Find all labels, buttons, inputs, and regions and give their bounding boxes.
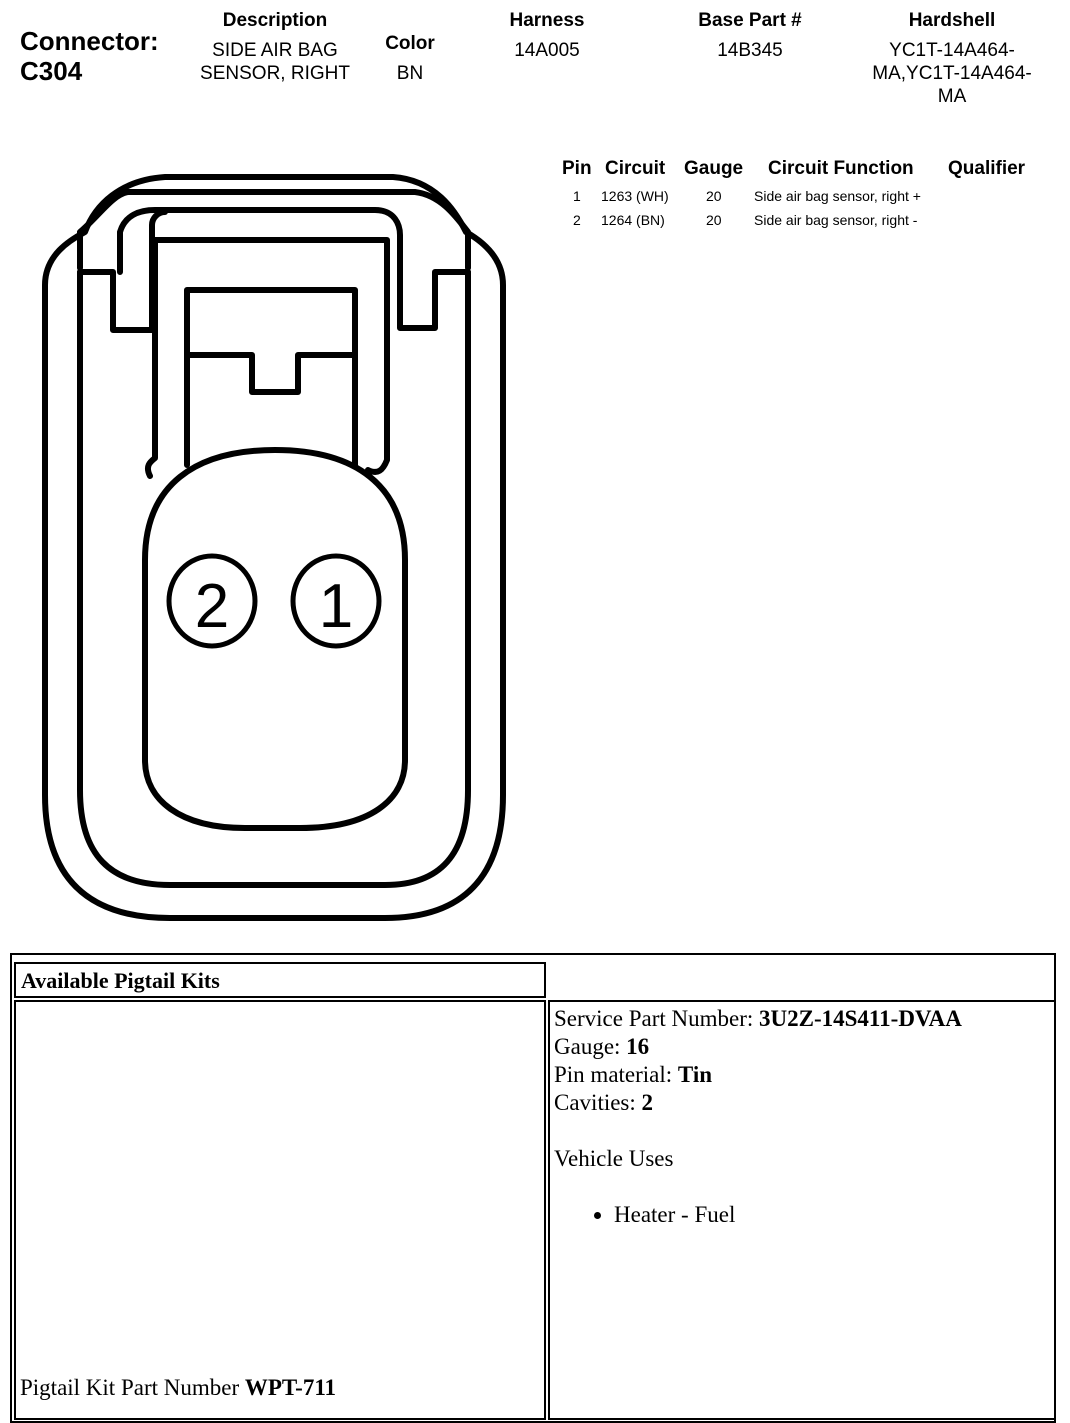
- service-part-line: [554, 1005, 1049, 1033]
- pigtail-details: [554, 1005, 1049, 1229]
- hardshell-line: MA,YC1T-14A464-: [872, 63, 1032, 84]
- harness-column: [477, 10, 617, 62]
- pin-header-function: Circuit Function: [768, 158, 914, 179]
- description-value: [175, 39, 375, 85]
- harness-value: 14A005: [514, 40, 580, 61]
- connector-id: C304: [20, 56, 83, 86]
- pin-header-circuit: Circuit: [605, 158, 666, 179]
- gauge-value: 16: [626, 1034, 650, 1059]
- base-part-value: 14B345: [717, 40, 783, 61]
- pin-header-qualifier: Qualifier: [948, 158, 1026, 179]
- hardshell-line: MA: [937, 86, 967, 107]
- color-title: Color: [385, 33, 435, 54]
- pigtail-kit-part-value: WPT-711: [244, 1375, 337, 1400]
- pin-material-label: Pin material:: [554, 1062, 678, 1087]
- pin-material-line: [554, 1061, 1049, 1089]
- pin-header-gauge: Gauge: [684, 158, 744, 179]
- base-part-column: [670, 10, 830, 62]
- description-line: SIDE AIR BAG: [212, 40, 338, 61]
- pigtail-kit-cell: [14, 1000, 546, 1420]
- description-title: Description: [222, 10, 328, 31]
- pin-2-label: 2: [194, 572, 230, 641]
- pigtail-details-cell: [548, 1000, 1056, 1420]
- hardshell-value: [852, 39, 1052, 108]
- pin-1-label: 1: [318, 572, 354, 641]
- pin-number: 1: [573, 188, 581, 204]
- hardshell-title: Hardshell: [908, 10, 996, 31]
- pigtail-title: Available Pigtail Kits: [21, 968, 220, 993]
- vehicle-uses-list: [554, 1201, 1049, 1229]
- housing-inner: [80, 272, 468, 885]
- service-part-label: Service Part Number:: [554, 1006, 760, 1031]
- pin-body: [145, 450, 405, 828]
- pigtail-kit-part-label: Pigtail Kit Part Number: [20, 1375, 245, 1400]
- pin-number: 2: [573, 212, 581, 228]
- service-part-value: 3U2Z-14S411-DVAA: [759, 1006, 962, 1031]
- pin-function: Side air bag sensor, right -: [754, 212, 918, 228]
- list-item: • Heater - Fuel: [614, 1201, 1049, 1229]
- pin-gauge: 20: [706, 188, 722, 204]
- color-value: BN: [396, 63, 424, 84]
- hardshell-column: [852, 10, 1052, 108]
- connector-diagram: [30, 165, 520, 935]
- pigtail-title-cell: [14, 962, 546, 998]
- base-part-title: Base Part #: [698, 10, 802, 31]
- vehicle-uses-title: Vehicle Uses: [554, 1146, 674, 1171]
- pin-circuit: 1263 (WH): [601, 188, 669, 204]
- cavities-label: Cavities:: [554, 1090, 642, 1115]
- pin-gauge: 20: [706, 212, 722, 228]
- pin-circuit: 1264 (BN): [601, 212, 665, 228]
- description-column: [175, 10, 375, 85]
- hardshell-line: YC1T-14A464-: [889, 40, 1015, 61]
- connector-label-text: Connector:: [20, 26, 159, 56]
- pigtail-kit-part: [20, 1374, 336, 1402]
- connector-label: [20, 26, 159, 86]
- cavities-value: 2: [641, 1090, 654, 1115]
- cavities-line: [554, 1089, 1049, 1117]
- latch-notch: [187, 355, 355, 392]
- latch-window: [187, 290, 355, 465]
- color-column: [360, 33, 460, 85]
- pin-header-pin: Pin: [562, 158, 592, 179]
- gauge-line: [554, 1033, 1049, 1061]
- pin-material-value: Tin: [677, 1062, 713, 1087]
- housing-shoulder: [80, 192, 468, 268]
- latch-outer: [120, 210, 468, 328]
- harness-title: Harness: [509, 10, 585, 31]
- gauge-label: Gauge:: [554, 1034, 627, 1059]
- description-line: SENSOR, RIGHT: [200, 63, 350, 84]
- pin-function: Side air bag sensor, right +: [754, 188, 921, 204]
